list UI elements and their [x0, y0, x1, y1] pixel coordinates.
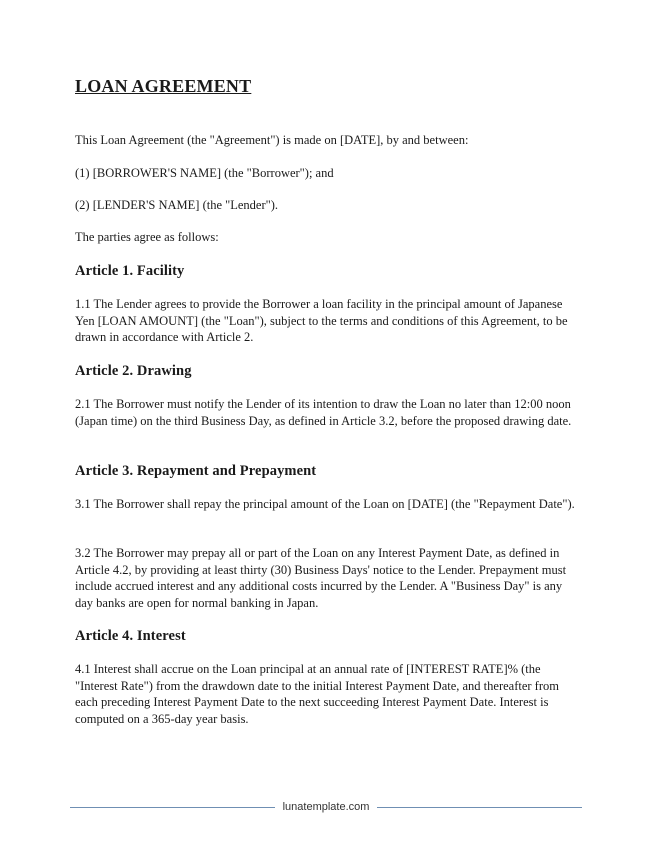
page-footer: [70, 798, 582, 816]
article-4-heading: Article 4. Interest: [75, 628, 186, 644]
clause-2-1: 2.1 The Borrower must notify the Lender of its intention to draw the Loan no later than 12:00 noon (Japan time) on the third Business Day, as defined in Article 3.2, before the proposed drawing date.: [75, 397, 572, 428]
intro-paragraph: This Loan Agreement (the "Agreement") is made on [DATE], by and between:: [75, 133, 469, 147]
footer-site-link[interactable]: lunatemplate.com: [282, 801, 370, 813]
article-3-heading: Article 3. Repayment and Prepayment: [75, 463, 317, 479]
party-borrower: (1) [BORROWER'S NAME] (the "Borrower"); and: [75, 166, 334, 180]
article-2-heading: Article 2. Drawing: [75, 363, 192, 379]
agree-paragraph: The parties agree as follows:: [75, 230, 219, 244]
clause-1-1: 1.1 The Lender agrees to provide the Borrower a loan facility in the principal amount of Japanese Yen [LOAN AMOUNT] (the "Loan"), subject to the terms and conditions of this Agreement, to be drawn in accordance with Article 2.: [75, 297, 568, 344]
footer-divider-right: [377, 807, 582, 808]
clause-3-1: 3.1 The Borrower shall repay the principal amount of the Loan on [DATE] (the "Repayment Date").: [75, 497, 575, 511]
party-lender: (2) [LENDER'S NAME] (the "Lender").: [75, 198, 279, 212]
footer-divider-left: [70, 807, 275, 808]
article-1-heading: Article 1. Facility: [75, 263, 185, 279]
clause-4-1: 4.1 Interest shall accrue on the Loan principal at an annual rate of [INTEREST RATE]% (the "Interest Rate") from the drawdown date to the initial Interest Payment Date, and thereafter from each preceding Interest Payment Date to the next succeeding Interest Payment Date. Interest is computed on a 365-day year basis.: [75, 662, 559, 726]
clause-3-2: 3.2 The Borrower may prepay all or part of the Loan on any Interest Payment Date, as defined in Article 4.2, by providing at least thirty (30) Business Days' notice to the Lender. Prepayment must include accrued interest and any additional costs incurred by the Lender. A "Business Day" is any day banks are open for normal banking in Japan.: [75, 546, 567, 610]
document-title: LOAN AGREEMENT: [75, 76, 252, 96]
